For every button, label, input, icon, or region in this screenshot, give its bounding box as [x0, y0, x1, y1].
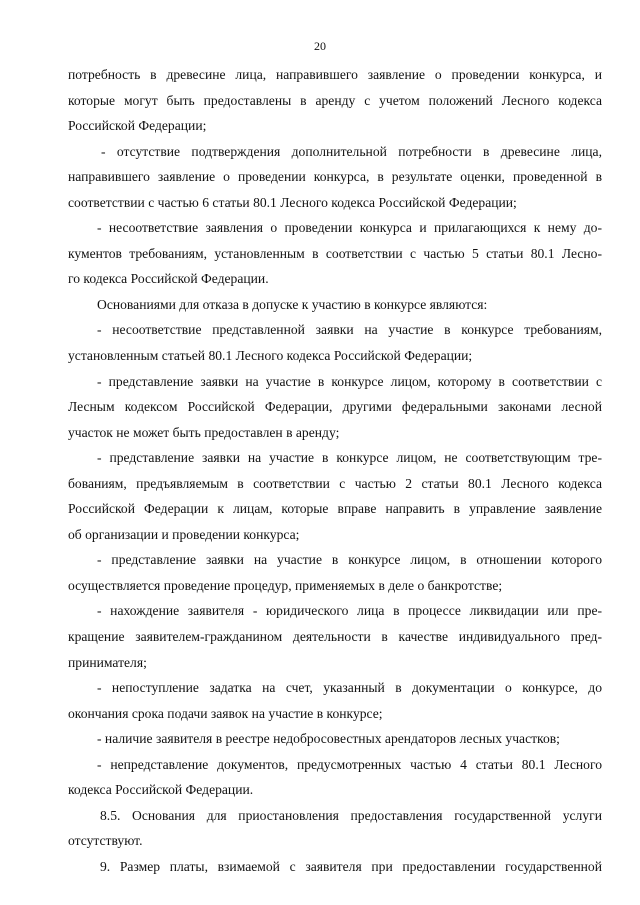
- paragraph-line: - нахождение заявителя - юридического лица в процессе ликвидации или пре-: [97, 603, 602, 619]
- paragraph-line: участок не может быть предоставлен в аренду;: [68, 424, 340, 440]
- paragraph-line: кодекса Российской Федерации.: [68, 782, 254, 798]
- paragraph-line: отсутствуют.: [68, 833, 143, 849]
- paragraph-line: Основаниями для отказа в допуске к участию в конкурсе являются:: [97, 296, 488, 312]
- paragraph-line: бованиям, предъявляемым в соответствии с частью 2 статьи 80.1 Лесного кодекса: [68, 475, 602, 491]
- paragraph-line: 9. Размер платы, взимаемой с заявителя при предоставлении государственной: [100, 858, 602, 874]
- paragraph-line: об организации и проведении конкурса;: [68, 526, 300, 542]
- paragraph-line: Российской Федерации;: [68, 118, 207, 134]
- paragraph-line: - непредставление документов, предусмотренных частью 4 статьи 80.1 Лесного: [97, 756, 602, 772]
- paragraph-line: - представление заявки на участие в конкурсе лицом, не соответствующим тре-: [97, 450, 602, 466]
- paragraph-line: установленным статьей 80.1 Лесного кодекса Российской Федерации;: [68, 348, 473, 364]
- paragraph-line: Российской Федерации к лицам, которые вправе направить в управление заявление: [68, 501, 602, 517]
- paragraph-line: 8.5. Основания для приостановления предоставления государственной услуги: [100, 807, 602, 823]
- paragraph-line: соответствии с частью 6 статьи 80.1 Лесного кодекса Российской Федерации;: [68, 194, 517, 210]
- paragraph-line: потребность в древесине лица, направившего заявление о проведении конкурса, и: [68, 67, 602, 82]
- paragraph-line: принимателя;: [68, 654, 147, 670]
- paragraph-line: кументов требованиям, установленным в соответствии с частью 5 статьи 80.1 Лесно-: [68, 245, 602, 261]
- paragraph-line: - непоступление задатка на счет, указанный в документации о конкурсе, до: [97, 680, 602, 696]
- paragraph-line: окончания срока подачи заявок на участие в конкурсе;: [68, 705, 383, 721]
- page-number: 20: [314, 39, 326, 53]
- paragraph-line: направившего заявление о проведении конкурса, в результате оценки, проведенной в: [68, 169, 602, 185]
- paragraph-line: Лесным кодексом Российской Федерации, другими федеральными законами лесной: [68, 399, 602, 415]
- paragraph-line: - несоответствие представленной заявки на участие в конкурсе требованиям,: [97, 322, 602, 338]
- paragraph-line: - представление заявки на участие в конкурсе лицом, в отношении которого: [97, 552, 602, 568]
- document-body: [68, 62, 602, 880]
- paragraph-line: - несоответствие заявления о проведении конкурса и прилагающихся к нему до-: [97, 220, 602, 236]
- paragraph-line: - наличие заявителя в реестре недобросовестных арендаторов лесных участков;: [97, 731, 560, 747]
- paragraph-line: - представление заявки на участие в конкурсе лицом, которому в соответствии с: [97, 373, 602, 389]
- paragraph-line: кращение заявителем-гражданином деятельности в качестве индивидуального пред-: [68, 629, 602, 645]
- paragraph-line: осуществляется проведение процедур, применяемых в деле о банкротстве;: [68, 577, 503, 593]
- paragraph-line: го кодекса Российской Федерации.: [68, 271, 269, 287]
- paragraph-line: которые могут быть предоставлены в аренду с учетом положений Лесного кодекса: [68, 92, 602, 108]
- paragraph-line: - отсутствие подтверждения дополнительной потребности в древесине лица,: [101, 143, 602, 159]
